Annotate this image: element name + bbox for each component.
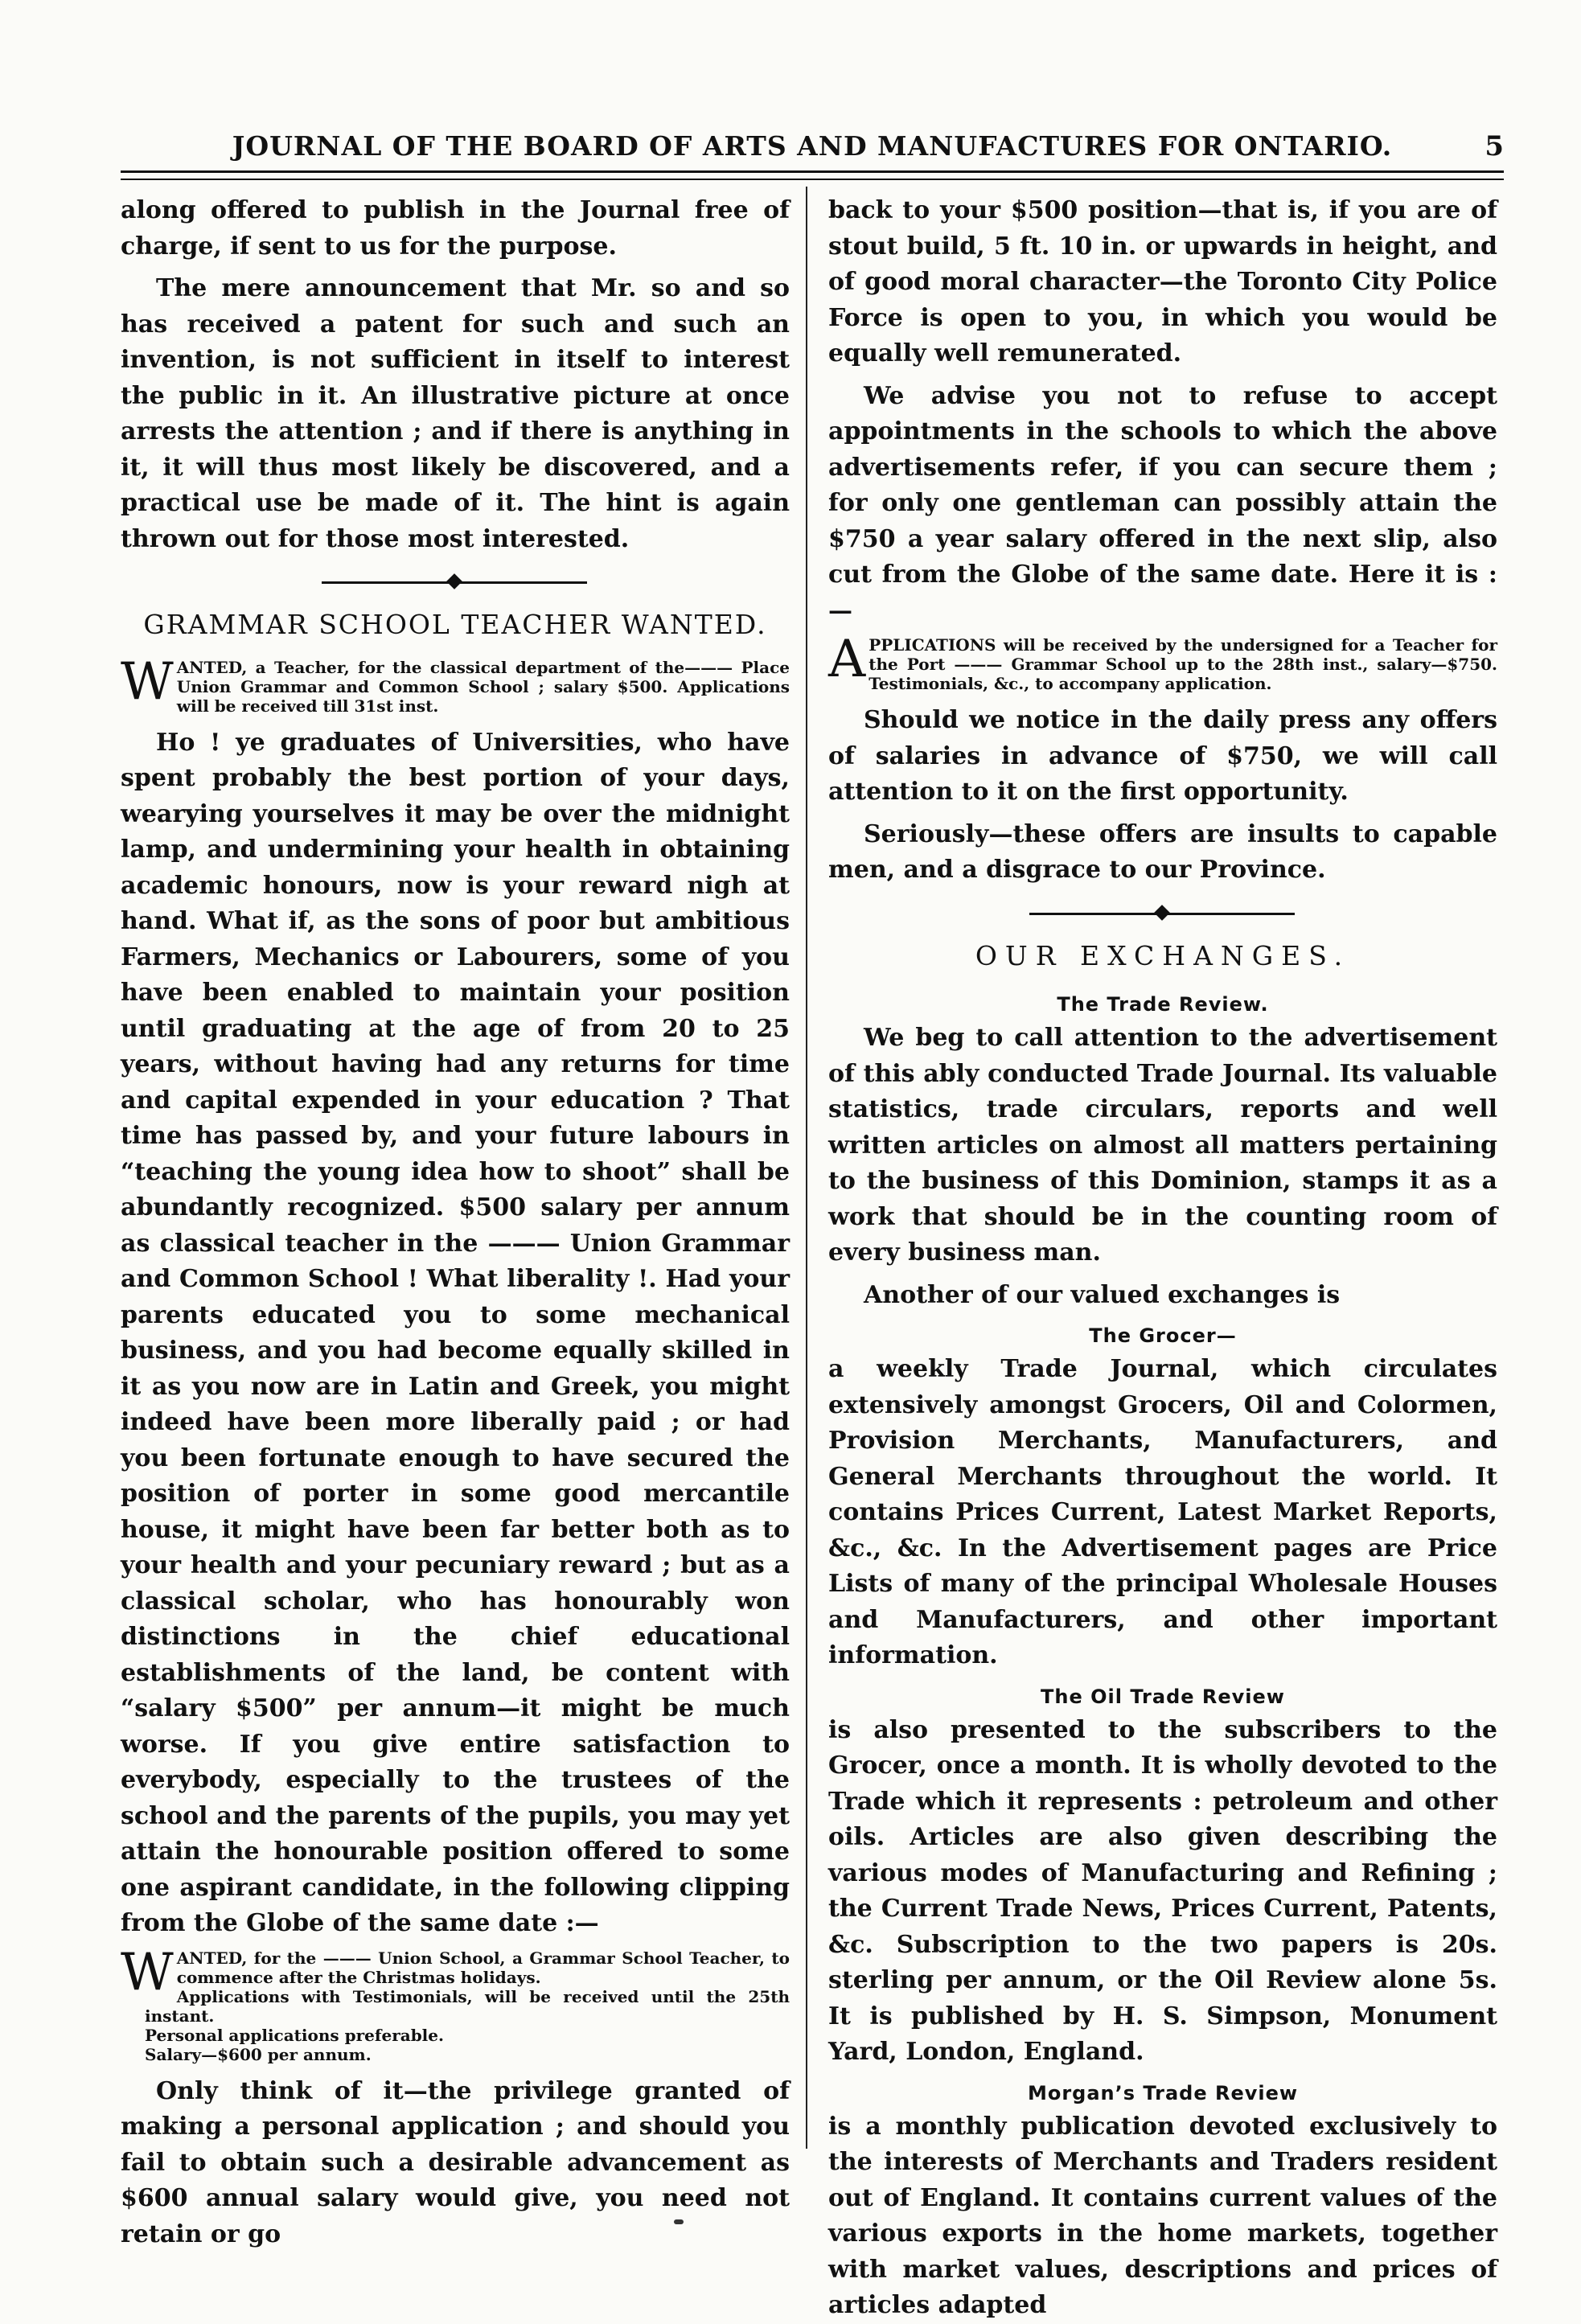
subheading-grocer: The Grocer—: [1089, 1324, 1237, 1347]
column-divider: [806, 187, 807, 2149]
right-paragraph-6: Another of our valued exchanges is: [864, 1280, 1341, 1309]
right-paragraph-2: We advise you not to refuse to accept appointments in the schools to which the above advertisements refer, if you can secure them ; for only one gentleman can possibly attain the $750 a year salary offered in the next slip, also cut from the Globe of the same date. Here it is :—: [828, 381, 1497, 625]
ad-line: Personal applications preferable.: [145, 2025, 444, 2045]
left-paragraph-3: Ho ! ye graduates of Universities, who have spent probably the best portion of your days, wearying yourselves it may be over the midnight lamp, and undermining your health in obtaining academic honours, now is your reward nigh at hand. What if, as the sons of poor but ambitious Farmers, Mechanics or Labourers, some of you have been enabled to maintain your position until graduating at the age of from 20 to 25 years, without having had any returns for time and capital expended in your education ? That time has passed by, and your future labours in “teaching the young idea how to shoot” shall be abundantly recognized. $500 salary per annum as classical teacher in the ——— Union Grammar and Common School ! What liberality !. Had your parents educated you to some mechanical business, and you had become equally skilled in it as you now are in Latin and Greek, you might indeed have been more liberally paid ; or had you been fortunate enough to have secured the position of porter in some good mercantile house, it might have been far better both as to your health and your pecuniary reward ; but as a classical scholar, who has honourably won distinctions in the chief educational establishments of the land, be content with “salary $500” per annum—it might be much worse. If you give entire satisfaction to everybody, especially to the trustees of the school and the parents of the pupils, you may yet attain the honourable position offered to some one aspirant candidate, in the following clipping from the Globe of the same date :—: [121, 728, 790, 1937]
left-paragraph-4: Only think of it—the privilege granted of making a personal application ; and should you fail to obtain such a desirable advancement as $600 annual salary would give, you need not retain or go: [121, 2076, 790, 2248]
right-column: [828, 193, 1497, 2319]
running-header: [121, 130, 1504, 170]
header-rule-thin: [121, 179, 1504, 180]
advertisement-2: [121, 1942, 790, 2064]
right-paragraph-7: a weekly Trade Journal, which circulates extensively amongst Grocers, Oil and Colormen, Provision Merchants, Manufacturers, and General Merchants throughout the world. It contains Prices Current, Latest Market Reports, &c., &c. In the Advertisement pages are Price Lists of many of the principal Wholesale Houses and Manufacturers, and other important information.: [828, 1355, 1497, 1669]
left-column: [121, 193, 790, 2248]
right-paragraph-8: is also presented to the subscribers to the Grocer, once a month. It is wholly devoted to the Trade which it represents : petroleum and other oils. Articles are also given describing the various modes of Manufacturing and Refining ; the Current Trade News, Prices Current, Patents, &c. Subscription to the two papers is 20s. sterling per annum, or the Oil Review alone 5s. It is published by H. S. Simpson, Monument Yard, London, England.: [828, 1715, 1497, 2066]
ink-mark: [674, 2219, 684, 2224]
ad-line: ANTED, for the ——— Union School, a Grammar School Teacher, to commence after the Christmas holidays.: [176, 1948, 790, 1987]
subheading-morgans-trade-review: Morgan’s Trade Review: [1027, 2081, 1299, 2104]
ad-drop-cap: A: [828, 630, 866, 689]
right-paragraph-4: Seriously—these offers are insults to capable men, and a disgrace to our Province.: [828, 819, 1497, 884]
advertisement-1: [121, 651, 790, 716]
section-heading-grammar-school: GRAMMAR SCHOOL TEACHER WANTED.: [143, 609, 767, 640]
right-paragraph-3: Should we notice in the daily press any offers of salaries in advance of $750, we will call attention to it on the first opportunity.: [828, 706, 1497, 806]
section-heading-exchanges: OUR EXCHANGES.: [975, 939, 1351, 971]
journal-title: JOURNAL OF THE BOARD OF ARTS AND MANUFACTURES FOR ONTARIO.: [232, 130, 1393, 162]
ad-text: ANTED, a Teacher, for the classical department of the——— Place Union Grammar and Common School ; salary $500. Applications will be received till 31st inst.: [176, 657, 790, 716]
left-paragraph-2: The mere announcement that Mr. so and so has received a patent for such and such an invention, is not sufficient in itself to interest the public in it. An illustrative picture at once arrests the attention ; and if there is anything in it, it will thus most likely be discovered, and a practical use be made of it. The hint is again thrown out for those most interested.: [121, 274, 790, 553]
advertisement-3: [828, 630, 1497, 693]
page-number: 5: [1484, 130, 1504, 162]
section-separator: [828, 895, 1497, 930]
ad-line: Applications with Testimonials, will be received until the 25th instant.: [145, 1986, 790, 2026]
diamond-ornament-icon: [446, 573, 462, 589]
header-rule-thick: [121, 170, 1504, 173]
ad-text: PPLICATIONS will be received by the undersigned for a Teacher for the Port ——— Grammar School up to the 28th inst., salary—$750. Testimonials, &c., to accompany application.: [869, 635, 1497, 693]
diamond-ornament-icon: [1154, 905, 1170, 921]
right-paragraph-1: back to your $500 position—that is, if you are of stout build, 5 ft. 10 in. or upwards in height, and of good moral character—the Toronto City Police Force is open to you, in which you would be equally well remunerated.: [828, 196, 1497, 367]
ad-drop-cap: W: [121, 651, 174, 712]
left-paragraph-1: along offered to publish in the Journal free of charge, if sent to us for the purpose.: [121, 196, 790, 261]
subheading-oil-trade-review: The Oil Trade Review: [1041, 1685, 1285, 1708]
ad-drop-cap: W: [121, 1942, 174, 2002]
ad-line: Salary—$600 per annum.: [145, 2044, 372, 2064]
right-paragraph-5: We beg to call attention to the advertisement of this ably conducted Trade Journal. Its valuable statistics, trade circulars, reports and well written articles on almost all matters pertaining to the business of this Dominion, stamps it as a work that should be in the counting room of every business man.: [828, 1024, 1497, 1267]
section-separator: [121, 564, 790, 599]
right-paragraph-9: is a monthly publication devoted exclusively to the interests of Merchants and Traders resident out of England. It contains current values of the various exports in the home markets, together with market values, descriptions and prices of articles adapted: [828, 2112, 1497, 2319]
subheading-trade-review: The Trade Review.: [1057, 993, 1269, 1016]
